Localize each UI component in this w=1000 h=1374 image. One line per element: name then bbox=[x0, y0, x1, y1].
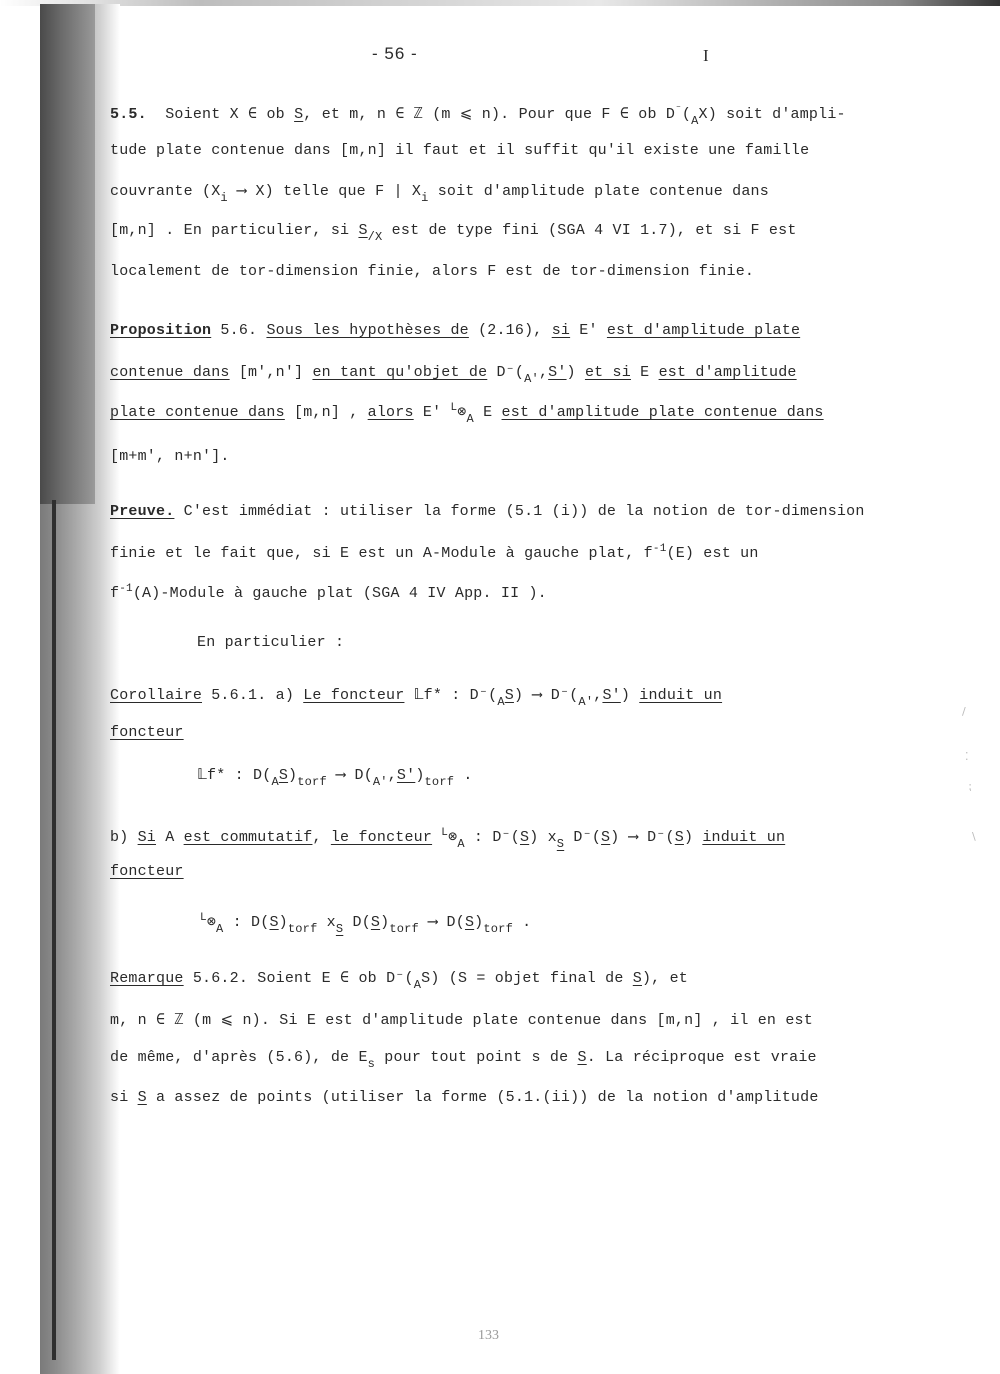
corollary-line-1: Corollaire 5.6.1. a) Le foncteur 𝕃f* : $D^-(_AS)$ ⟶ $D^-(_{A'},S')$ induit un bbox=[110, 687, 723, 709]
scan-speck: \ bbox=[972, 830, 976, 843]
corollary-line-2: foncteur bbox=[110, 724, 184, 741]
corollary-formula-a: 𝕃f* : $D(_AS)_{torf}$ ⟶ $D(_{A'},S')_{torf}$ . bbox=[197, 767, 473, 789]
proposition-line-4: [m+m', n+n']. bbox=[110, 448, 230, 465]
proof-line-2: finie et le fait que, si E est un A-Module à gauche plat, $f^{-1}(E)$ est un bbox=[110, 543, 759, 562]
proposition-line-2: contenue dans [m',n'] en tant qu'objet de $D^-(_{A'},S')$ et si E est d'amplitude bbox=[110, 364, 797, 386]
proposition-line-1: Proposition 5.6. Sous les hypothèses de (2.16), si E' est d'amplitude plate bbox=[110, 322, 801, 339]
scan-speck: ⁏ bbox=[968, 780, 972, 793]
scan-top-edge bbox=[0, 0, 1000, 6]
scan-speck: / bbox=[962, 705, 966, 718]
proposition-line-3: plate contenue dans [m,n] , alors E' $^L\otimes_A$ E est d'amplitude plate contenue dans bbox=[110, 402, 824, 426]
para-5-5-line-4: [m,n] . En particulier, si $S_{/X}$ est de type fini (SGA 4 VI 1.7), et si F est bbox=[110, 222, 797, 244]
proof-label: Preuve. bbox=[110, 503, 175, 520]
scan-binding-dark-top bbox=[40, 4, 95, 504]
en-particulier: En particulier : bbox=[197, 634, 345, 651]
para-5-5-line-2: tude plate contenue dans [m,n] il faut et il suffit qu'il existe une famille bbox=[110, 142, 810, 159]
remark-line-4: si S a assez de points (utiliser la forme (5.1.(ii)) de la notion d'amplitude bbox=[110, 1089, 819, 1106]
volume-mark: I bbox=[703, 46, 709, 65]
proof-line-1: Preuve. C'est immédiat : utiliser la forme (5.1 (i)) de la notion de tor-dimension bbox=[110, 503, 865, 520]
remark-line-3: de même, d'après (5.6), de $E_s$ pour tout point s de S. La réciproque est vraie bbox=[110, 1049, 817, 1071]
para-5-5-line-3: couvrante ($X_i$ ⟶ X) telle que F | $X_i$ soit d'amplitude plate contenue dans bbox=[110, 183, 769, 205]
remark-line-1: Remarque 5.6.2. Soient E ∈ ob $D^-(_AS) (S$ = objet final de S), et bbox=[110, 970, 688, 992]
corollary-formula-b: $^L\otimes_A$ : $D(S)_{torf}$ $x_S$ $D(S)_{torf}$ ⟶ $D(S)_{torf}$ . bbox=[200, 912, 532, 936]
corollary-b-line-2: foncteur bbox=[110, 863, 184, 880]
scan-speck: ⁚ bbox=[965, 750, 969, 763]
remark-label: Remarque bbox=[110, 970, 184, 987]
scan-binding-line bbox=[52, 500, 56, 1360]
section-label: 5.5. bbox=[110, 106, 147, 123]
footer-page-number: 133 bbox=[478, 1328, 499, 1343]
corollary-b-line-1: b) Si A est commutatif, le foncteur $^L\otimes_A$ : D⁻(S) $x_S$ D⁻(S) ⟶ D⁻(S) induit un bbox=[110, 827, 786, 851]
para-5-5-line-1: 5.5. Soient X ∈ ob S, et m, n ∈ ℤ (m ⩽ n). Pour que F ∈ ob $D^{^-}(_AX)$ soit d'ampli- bbox=[110, 104, 846, 128]
para-5-5-line-5: localement de tor-dimension finie, alors F est de tor-dimension finie. bbox=[110, 263, 755, 280]
corollary-label: Corollaire bbox=[110, 687, 203, 704]
proposition-label: Proposition bbox=[110, 322, 212, 339]
proof-line-3: $f^{-1}(A)$-Module à gauche plat (SGA 4 IV App. II ). bbox=[110, 583, 547, 602]
page-number: - 56 - bbox=[372, 44, 418, 63]
remark-line-2: m, n ∈ ℤ (m ⩽ n). Si E est d'amplitude plate contenue dans [m,n] , il en est bbox=[110, 1012, 813, 1029]
